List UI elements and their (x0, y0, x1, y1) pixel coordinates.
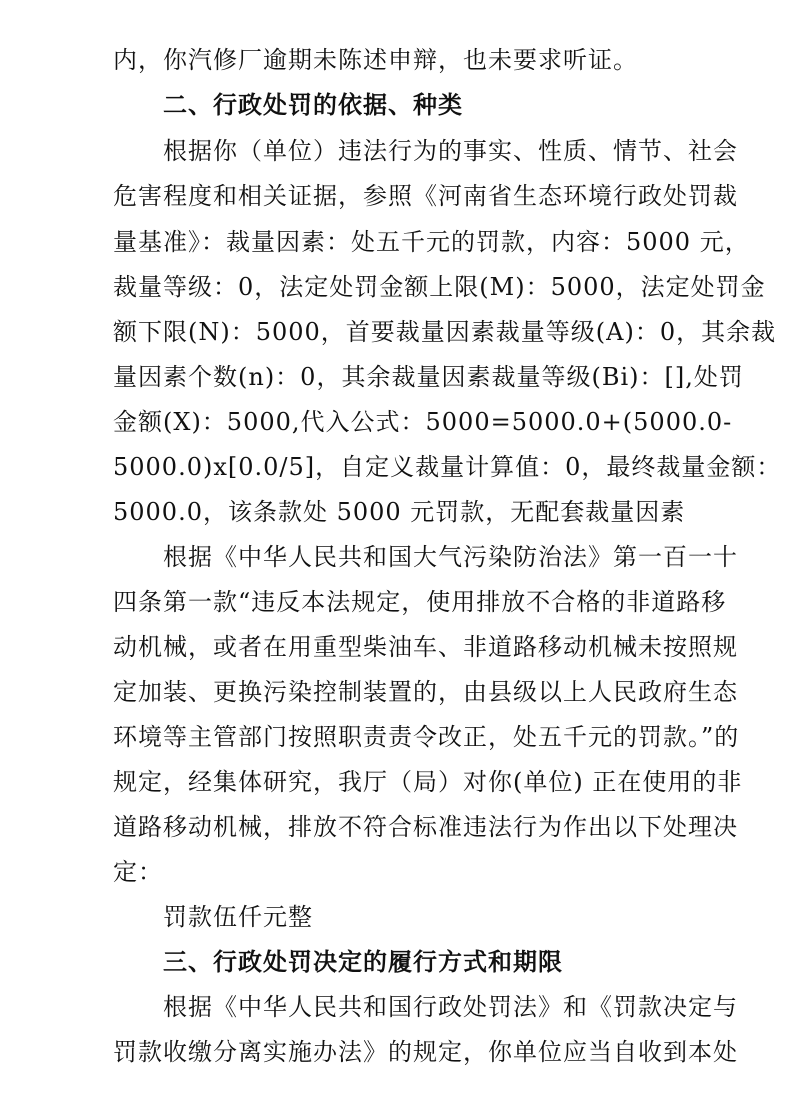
text-line: 量因素个数(n)：0，其余裁量因素裁量等级(Bi)：[],处罚 (113, 363, 744, 391)
text-line: 根据你（单位）违法行为的事实、性质、情节、社会 (163, 137, 738, 165)
text-line: 动机械，或者在用重型柴油车、非道路移动机械未按照规 (113, 633, 738, 661)
text-line: 5000.0，该条款处 5000 元罚款，无配套裁量因素 (113, 498, 686, 526)
text-line: 四条第一款“违反本法规定，使用排放不合格的非道路移 (113, 588, 727, 616)
text-line: 规定，经集体研究，我厅（局）对你(单位) 正在使用的非 (113, 768, 743, 796)
section-heading-2: 二、行政处罚的依据、种类 (163, 91, 463, 119)
text-line: 裁量等级：0，法定处罚金额上限(M)：5000，法定处罚金 (113, 273, 766, 301)
text-line: 罚款收缴分离实施办法》的规定，你单位应当自收到本处 (113, 1038, 738, 1066)
text-line: 根据《中华人民共和国行政处罚法》和《罚款决定与 (163, 993, 738, 1021)
text-line: 金额(X)：5000,代入公式：5000=5000.0+(5000.0- (113, 408, 733, 436)
text-line: 量基准》：裁量因素：处五千元的罚款，内容：5000 元， (113, 228, 750, 256)
text-line: 内，你汽修厂逾期未陈述申辩，也未要求听证。 (113, 46, 638, 74)
text-line: 5000.0)x[0.0/5]，自定义裁量计算值：0，最终裁量金额： (113, 453, 782, 481)
section-heading-3: 三、行政处罚决定的履行方式和期限 (163, 948, 563, 976)
text-line: 定加装、更换污染控制装置的，由县级以上人民政府生态 (113, 678, 738, 706)
penalty-amount: 罚款伍仟元整 (163, 903, 313, 931)
text-line: 道路移动机械，排放不符合标准违法行为作出以下处理决 (113, 813, 738, 841)
text-line: 危害程度和相关证据，参照《河南省生态环境行政处罚裁 (113, 182, 738, 210)
text-line: 额下限(N)：5000，首要裁量因素裁量等级(A)：0，其余裁 (113, 318, 777, 346)
text-line: 根据《中华人民共和国大气污染防治法》第一百一十 (163, 543, 738, 571)
text-line: 定： (113, 858, 163, 886)
text-line: 环境等主管部门按照职责责令改正，处五千元的罚款。”的 (113, 723, 740, 751)
